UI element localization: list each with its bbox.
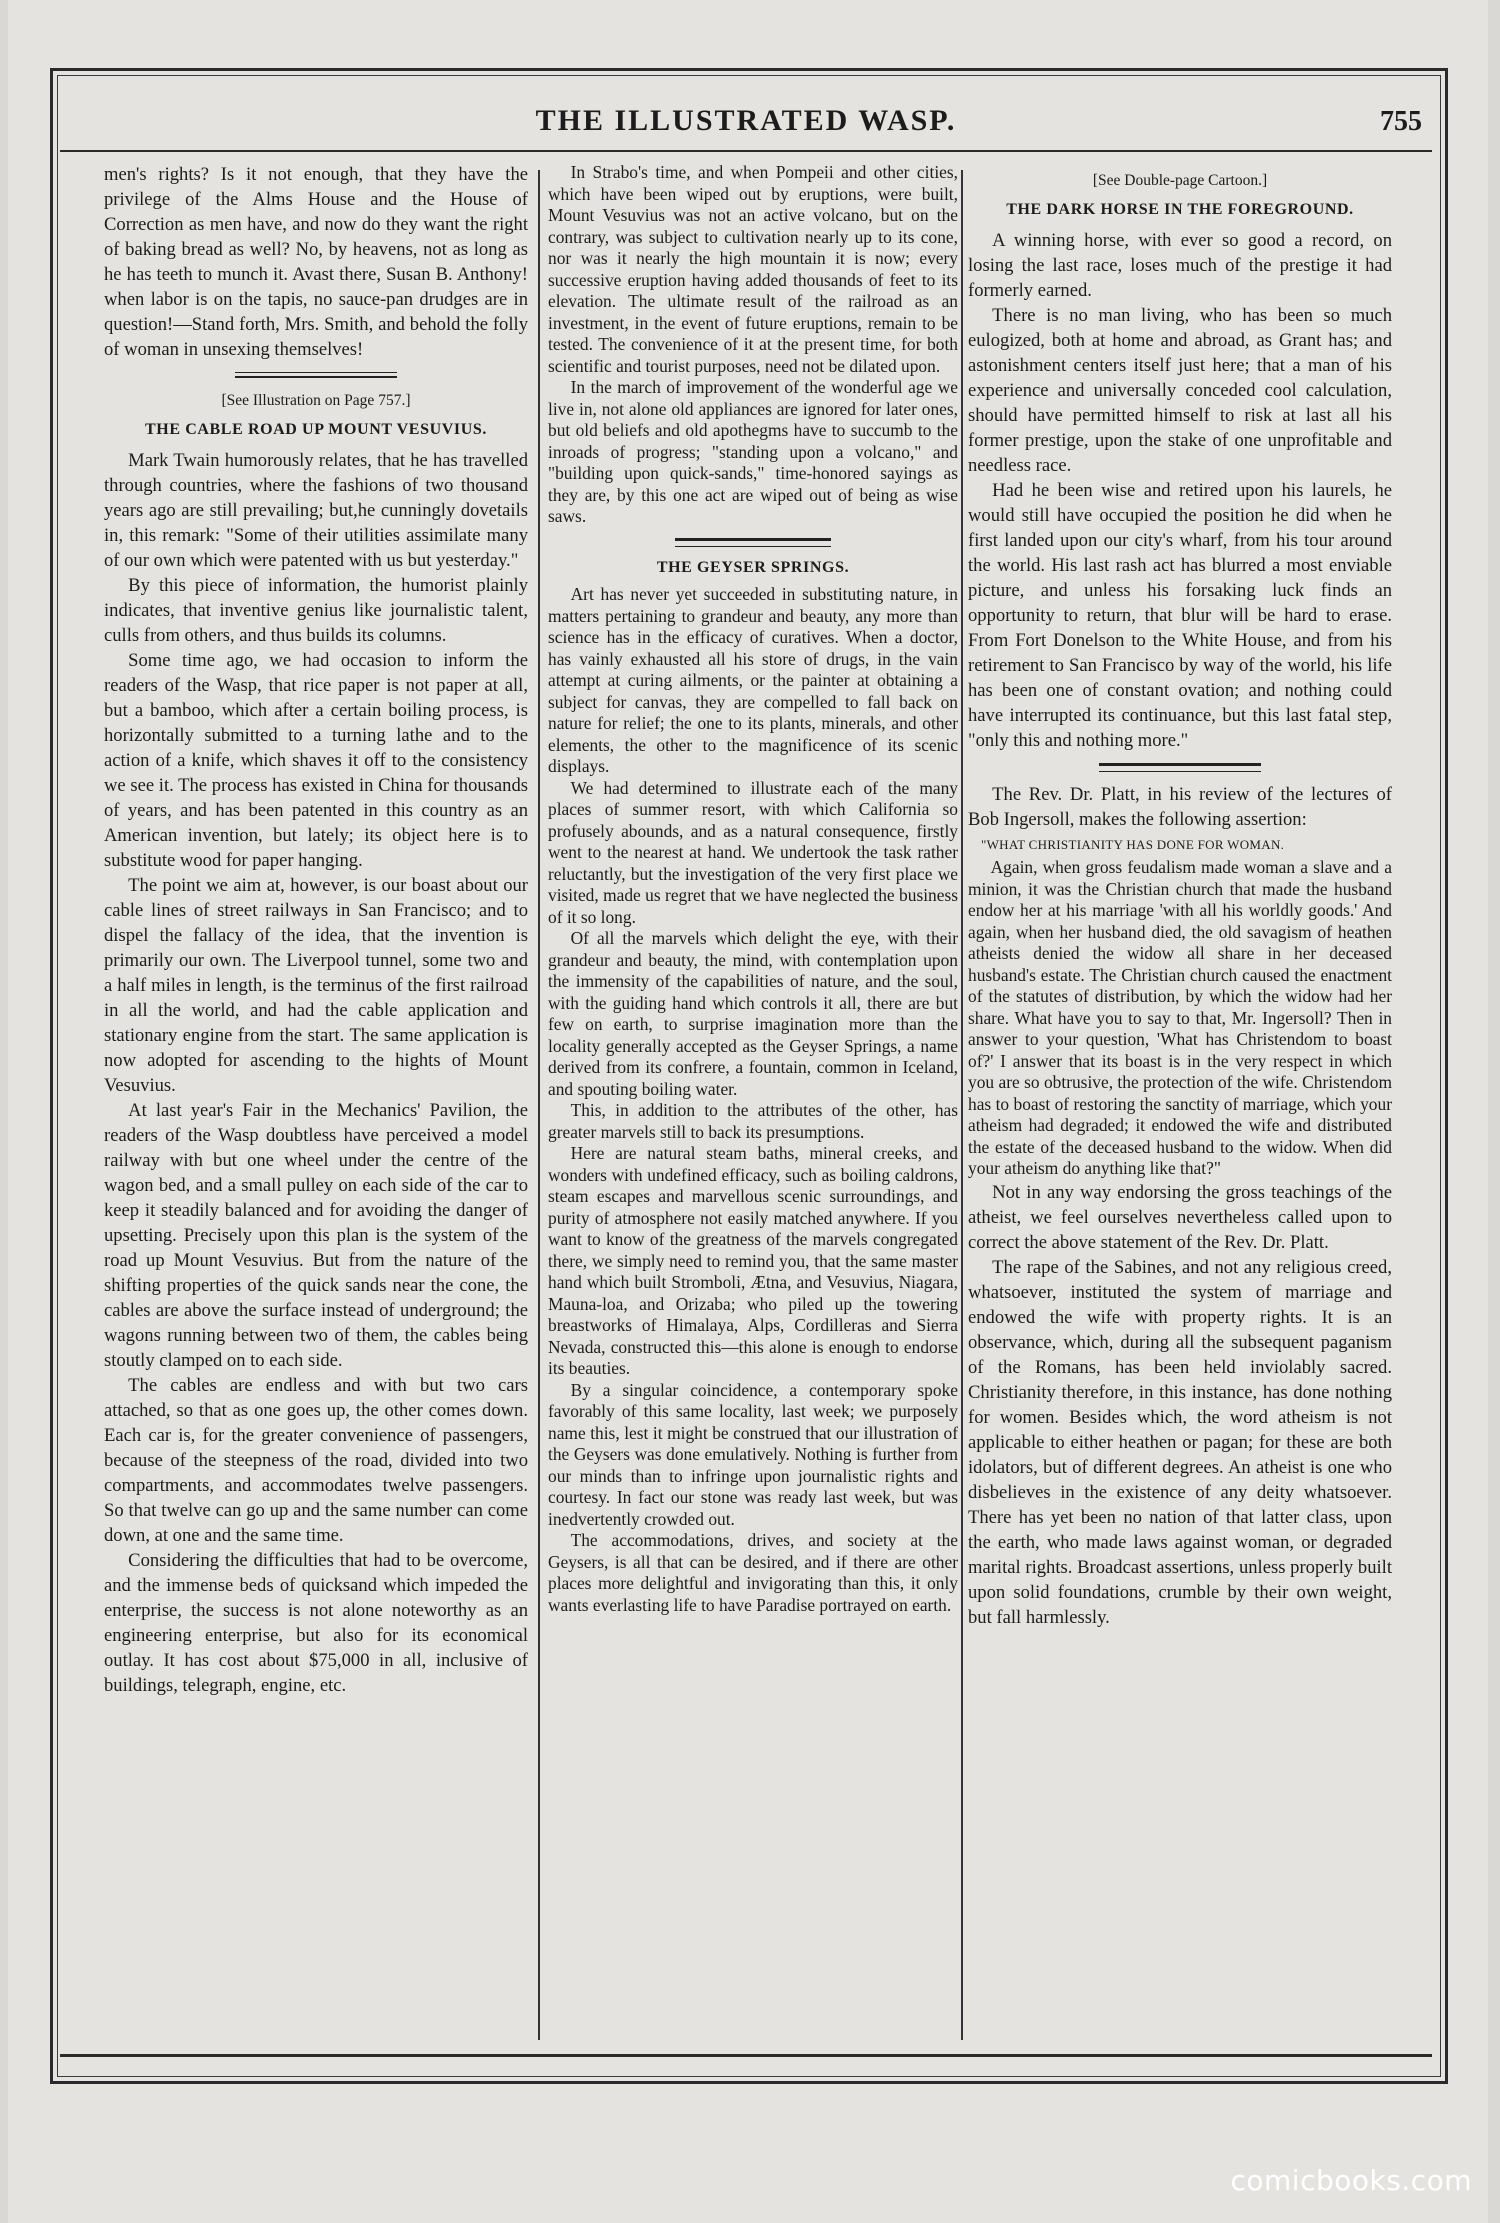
- paragraph: Art has never yet succeeded in substituting nature, in matters pertaining to grandeur and beauty, any more than science has in the efficacy of curatives. When a doctor, has vainly exhausted all his store of drugs, in the vain attempt at curing ailments, or the painter at obtaining a subject for canvas, they are compelled to fall back on nature for relief; the one to its plants, minerals, and other elements, the other to the magnificence of its scenic displays.: [548, 584, 958, 776]
- paragraph: The point we aim at, however, is our boast about our cable lines of street railways in San Francisco; and to dispel the fallacy of the idea, that the invention is primarily our own. The Liverpool tunnel, some two and a half miles in length, is the terminus of the first railroad in all the world, and had the cable application and stationary engine from the start. The same application is now adopted for ascending to the hights of Mount Vesuvius.: [104, 875, 528, 1096]
- paragraph: Some time ago, we had occasion to inform the readers of the Wasp, that rice paper is not paper at all, but a bamboo, which after a certain boiling process, is horizontally submitted to a turning lathe and to the action of a knife, which shaves it off to the consistency we see it. The process has existed in China for thousands of years, and has been patented in this country as an American invention, but lately; its object here is to substitute wood for paper hanging.: [104, 650, 528, 871]
- paragraph: The Rev. Dr. Platt, in his review of the lectures of Bob Ingersoll, makes the following assertion:: [968, 784, 1392, 830]
- paragraph: The rape of the Sabines, and not any religious creed, whatsoever, instituted the system of marriage and endowed the wife with property rights. It is an observance, which, during all the subsequent paganism of the Romans, has been held inviolably sacred. Christianity therefore, in this instance, has done nothing for women. Besides which, the word atheism is not applicable to either heathen or pagan; for these are both idolators, but of different degrees. An atheist is one who disbelieves in the existence of any deity whatsoever. There has yet been no nation of that latter class, upon the earth, who made laws against woman, or degraded marital rights. Broadcast assertions, unless properly built upon solid foundations, crumble by their own weight, but fall harmlessly.: [968, 1256, 1392, 1628]
- paragraph: Had he been wise and retired upon his laurels, he would still have occupied the position he did when he first landed upon our city's wharf, from his tour around the world. His last rash act has blurred a most enviable picture, and unless his forsaking luck finds an opportunity to return, that blur will be hard to erase. From Fort Donelson to the White House, and from his retirement to San Francisco by way of the world, his life has been one of constant ovation; and nothing could have interrupted its continuance, but this last fatal step, "only this and nothing more.": [968, 480, 1392, 751]
- separator-rule: [675, 538, 831, 547]
- quoted-paragraph: Again, when gross feudalism made woman a slave and a minion, it was the Christian church that made the husband endow her at his marriage 'with all his worldly goods.' And again, when her husband died, the old savagism of heathen atheists denied the widow all share in her deceased husband's estate. The Christian church caused the enactment of the statutes of distribution, by which the widow had her share. What have you to say to that, Mr. Ingersoll? Then in answer to your question, 'What has Christendom to boast of?' I answer that its boast is in the very respect in which you are so obtrusive, the protection of the wife. Christendom has to boast of restoring the sanctity of marriage, which your atheism had degraded; it endowed the wife and distributed the estate of the deceased husband to the widow. When did your atheism do anything like that?": [968, 857, 1392, 1178]
- paragraph: A winning horse, with ever so good a record, on losing the last race, loses much of the prestige it had formerly earned.: [968, 230, 1392, 301]
- column-divider: [538, 170, 540, 2040]
- paragraph: This, in addition to the attributes of the other, has greater marvels still to back its presumptions.: [548, 1100, 958, 1142]
- column-two: [548, 162, 958, 2042]
- paragraph: men's rights? Is it not enough, that they have the privilege of the Alms House and the House of Correction as men have, and now do they want the right of baking bread as well? No, by heavens, not as long as he has teeth to munch it. Avast there, Susan B. Anthony! when labor is on the tapis, no sauce-pan drudges are in question!—Stand forth, Mrs. Smith, and behold the folly of woman in unsexing themselves!: [104, 164, 528, 360]
- cartoon-note: [See Double-page Cartoon.]: [1092, 172, 1268, 189]
- page-header: [60, 104, 1432, 144]
- separator-rule: [235, 372, 396, 378]
- paragraph: Mark Twain humorously relates, that he has travelled through countries, where the fashions of two thousand years ago are still prevailing; but,he cunningly dovetails in, this remark: "Some of their utilities assimilate many of our own which were patented with us but yesterday.": [104, 450, 528, 571]
- separator-rule: [1099, 763, 1260, 772]
- paragraph: By this piece of information, the humorist plainly indicates, that inventive genius like journalistic talent, culls from others, and thus builds its columns.: [104, 575, 528, 646]
- paragraph: Considering the difficulties that had to be overcome, and the immense beds of quicksand which impeded the enterprise, the success is not alone noteworthy as an engineering enterprise, but also for its economical outlay. It has cost about $75,000 in all, inclusive of buildings, telegraph, engine, etc.: [104, 1550, 528, 1696]
- paragraph: The cables are endless and with but two cars attached, so that as one goes up, the other comes down. Each car is, for the greater convenience of passengers, because of the steepness of the road, divided into two compartments, and accommodates twelve passengers. So that twelve can go up and the same number can come down, at one and the same time.: [104, 1375, 528, 1546]
- column-one: [104, 162, 528, 2042]
- column-three: [968, 162, 1392, 2042]
- header-rule: [60, 150, 1432, 152]
- page-number: 755: [1380, 106, 1422, 137]
- column-divider: [961, 170, 963, 2040]
- quote-title: "WHAT CHRISTIANITY HAS DONE FOR WOMAN.: [981, 837, 1285, 852]
- paragraph: The accommodations, drives, and society at the Geysers, is all that can be desired, and if there are other places more delightful and invigorating than this, it only wants everlasting life to have Paradise portrayed on earth.: [548, 1530, 958, 1615]
- paragraph: In the march of improvement of the wonderful age we live in, not alone old appliances are ignored for later ones, but old beliefs and old apothegms have to succumb to the inroads of progress; "standing upon a volcano," and "building upon quick-sands," time-honored sayings as they are, by this one act are wiped out of being as wise saws.: [548, 377, 958, 526]
- illustration-note: [See Illustration on Page 757.]: [221, 392, 411, 409]
- paragraph: We had determined to illustrate each of the many places of summer resort, with which California so profusely abounds, and as a natural consequence, firstly went to the nearest at hand. We undertook the task rather reluctantly, but the investigation of the very first place we visited, made us regret that we have neglected the business of it so long.: [548, 777, 958, 927]
- article-heading: THE GEYSER SPRINGS.: [656, 558, 850, 576]
- article-heading: THE DARK HORSE IN THE FOREGROUND.: [1006, 201, 1354, 218]
- paragraph: By a singular coincidence, a contemporary spoke favorably of this same locality, last week; we purposely name this, lest it might be construed that our illustration of the Geysers was done emulatively. Nothing is further from our minds than to infringe upon journalistic rights and courtesy. In fact our stone was ready last week, but was inedvertently crowded out.: [548, 1379, 958, 1529]
- paragraph: At last year's Fair in the Mechanics' Pavilion, the readers of the Wasp doubtless have perceived a model railway with but one wheel under the centre of the wagon bed, and a small pulley on each side of the car to keep it steadily balanced and for avoiding the danger of upsetting. Precisely upon this plan is the system of the road up Mount Vesuvius. But from the nature of the shifting properties of the quick sands near the cone, the cables are above the surface instead of underground; the wagons running between two of them, the cables being stoutly clamped on to each side.: [104, 1100, 528, 1371]
- paragraph: In Strabo's time, and when Pompeii and other cities, which have been wiped out by eruptions, were built, Mount Vesuvius was not an active volcano, but on the contrary, was subject to cultivation nearly up to its cone, nor was it nearly the high mountain it is now; every successive eruption having added thousands of feet to its elevation. The ultimate result of the railroad as an investment, in the event of future eruptions, remain to be tested. The convenience of it at the present time, for both scientific and tourist purposes, need not be dilated upon.: [548, 162, 958, 376]
- article-heading: THE CABLE ROAD UP MOUNT VESUVIUS.: [145, 421, 487, 438]
- masthead-title: THE ILLUSTRATED WASP.: [535, 104, 957, 137]
- paragraph: Of all the marvels which delight the eye, with their grandeur and beauty, the mind, with contemplation upon the immensity of the capabilities of nature, and the soul, with the guiding hand which controls it all, there are but few on earth, to surprise imagination more than the locality generally accepted as the Geyser Springs, a name derived from its confrere, a fountain, common in Iceland, and spouting boiling water.: [548, 928, 958, 1099]
- footer-rule: [60, 2054, 1432, 2057]
- paragraph: Here are natural steam baths, mineral creeks, and wonders with undefined efficacy, such as boiling caldrons, steam escapes and marvellous scenic surroundings, and purity of atmosphere not easily matched anywhere. If you want to know of the greatness of the marvels congregated there, we simply need to remind you, that the same master hand which built Stromboli, Ætna, and Vesuvius, Niagara, Mauna-loa, and Orizaba; who piled up the towering breastworks of Himalaya, Alps, Cordilleras and Sierra Nevada, constructed this—this alone is enough to endorse its beauties.: [548, 1143, 958, 1378]
- watermark-text: comicbooks.com: [1230, 2164, 1472, 2197]
- paragraph: Not in any way endorsing the gross teachings of the atheist, we feel ourselves nevertheless called upon to correct the above statement of the Rev. Dr. Platt.: [968, 1181, 1392, 1253]
- paragraph: There is no man living, who has been so much eulogized, both at home and abroad, as Grant has; and astonishment centers itself just here; that a man of his experience and universally conceded cool calculation, should have permitted himself to risk at last all his former prestige, upon the stake of one unprofitable and needless race.: [968, 305, 1392, 476]
